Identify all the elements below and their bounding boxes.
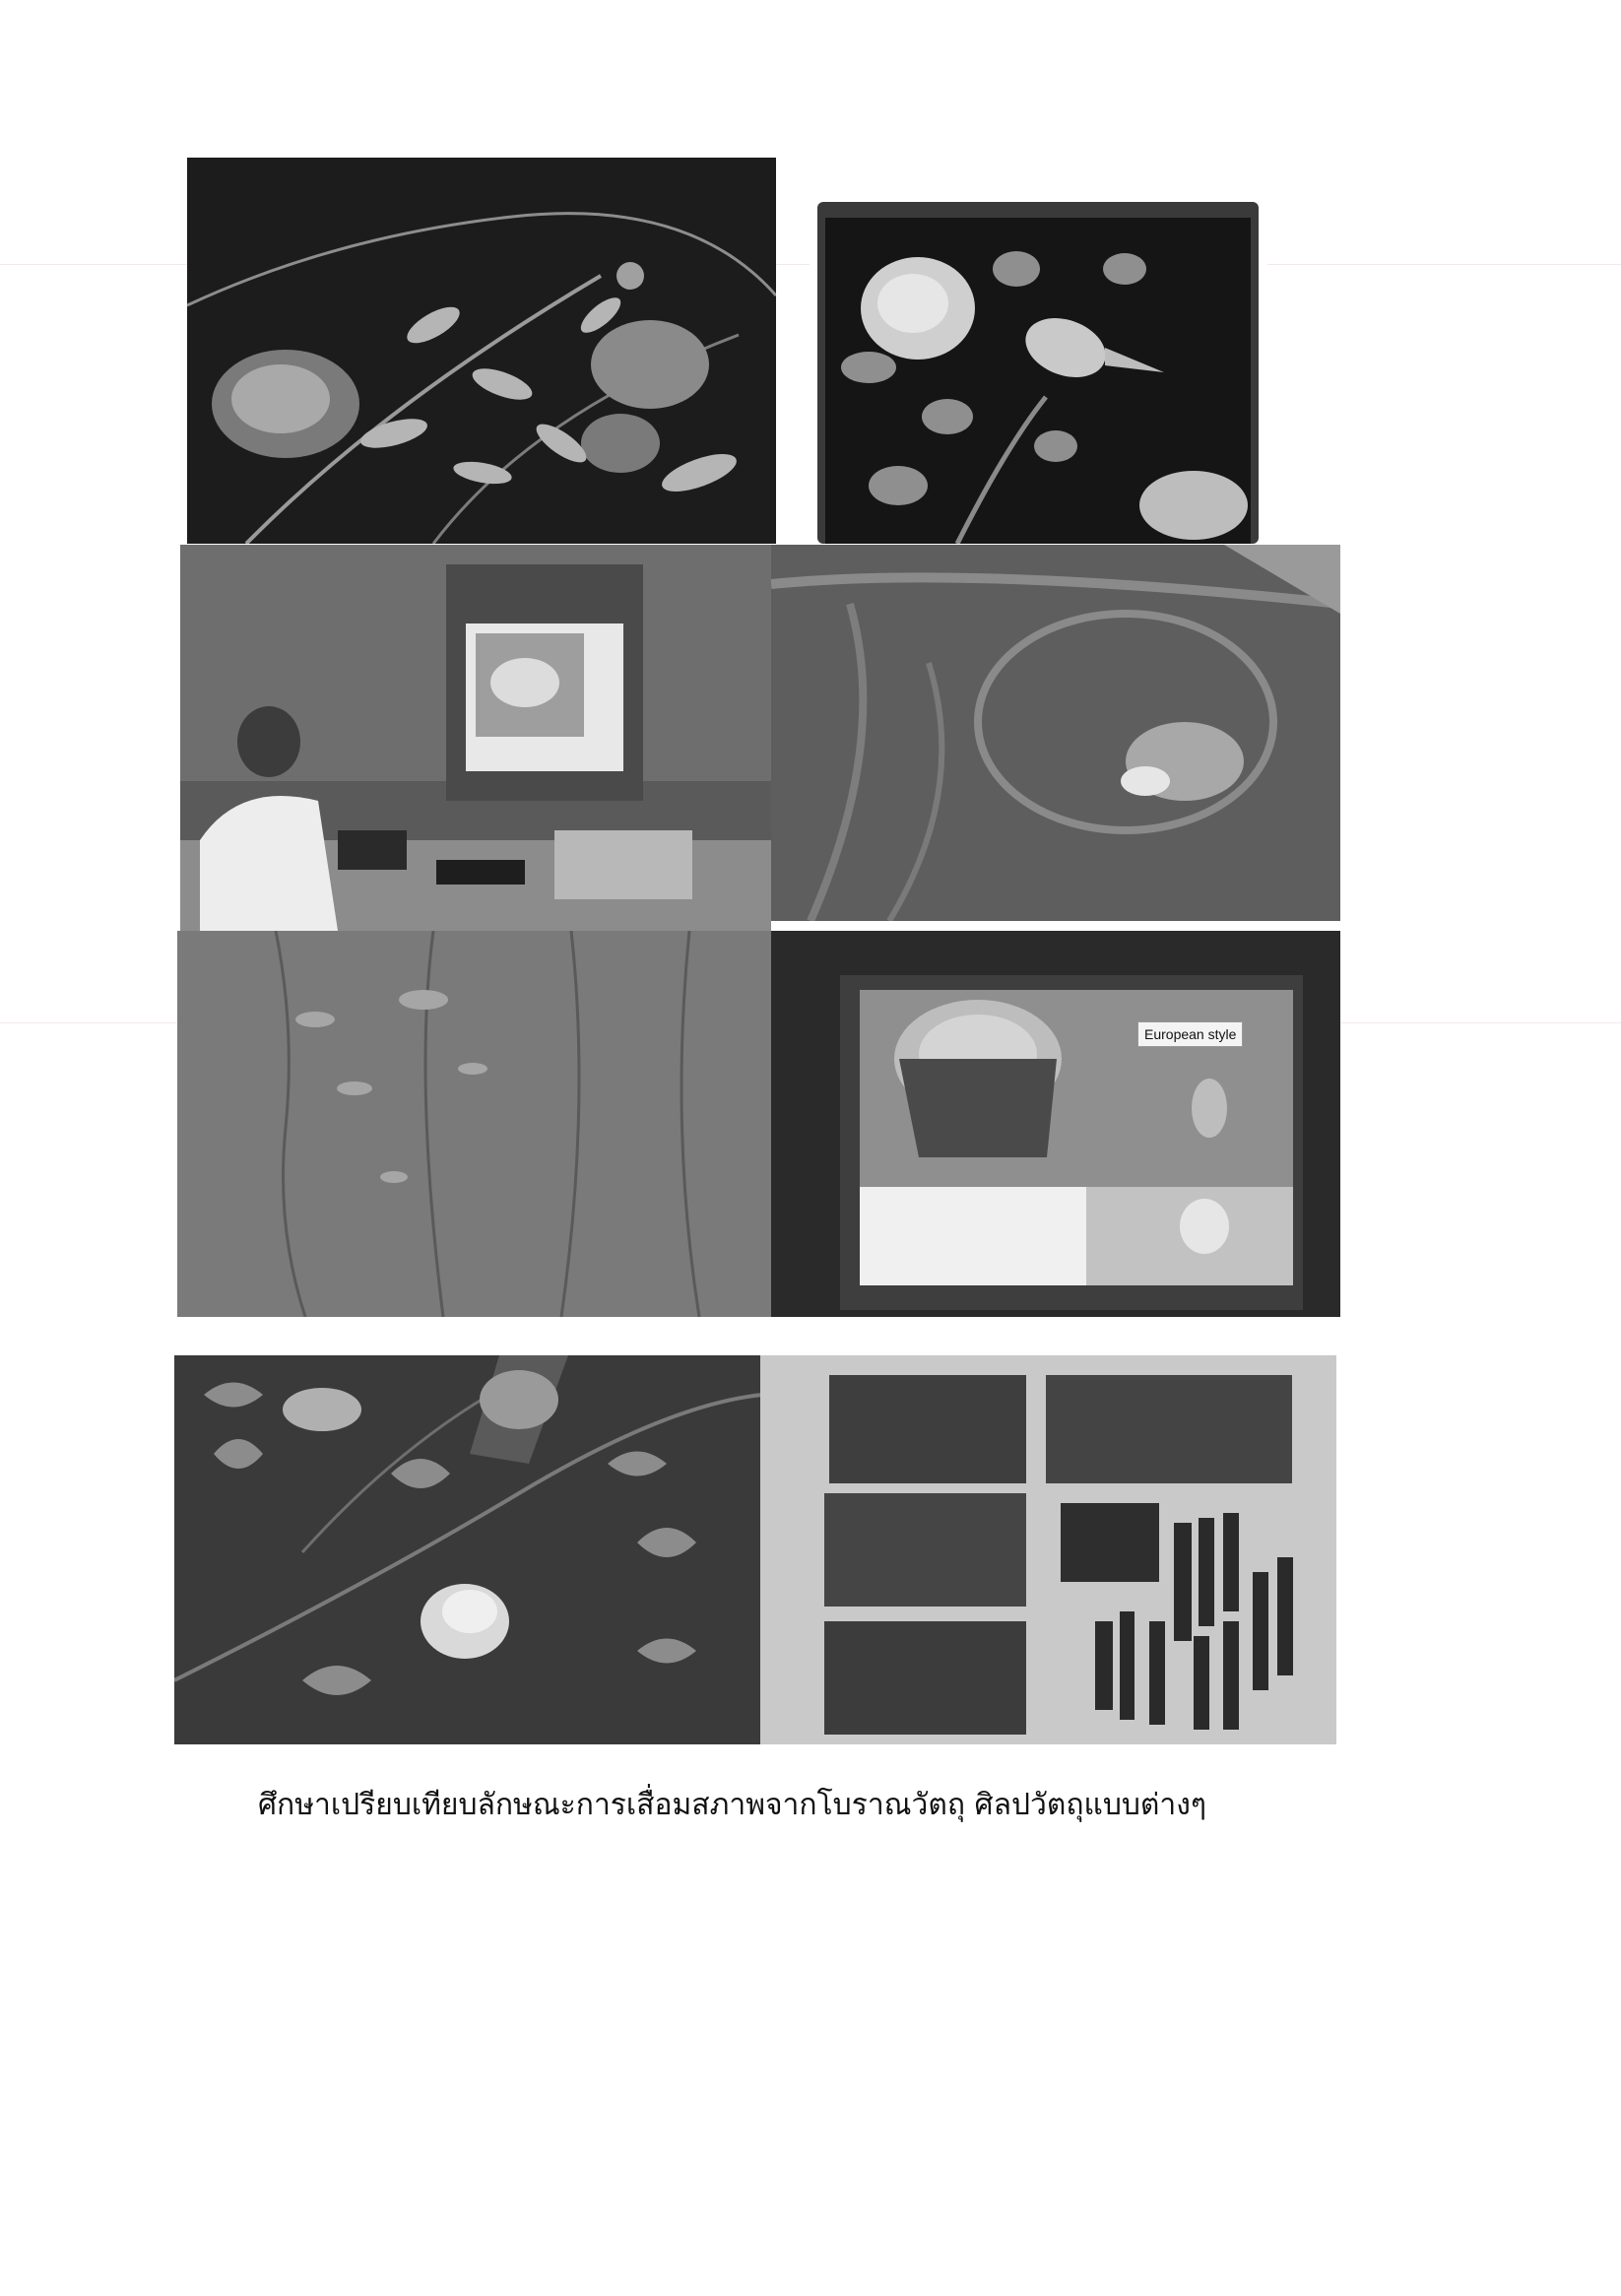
photo-cracked-surface xyxy=(177,931,773,1317)
photo-box-flower-bird xyxy=(810,200,1267,544)
photo-sample-panels xyxy=(760,1355,1336,1744)
photo-inlaid-leaves xyxy=(174,1355,762,1744)
page-caption: ศึกษาเปรียบเทียบลักษณะการเสื่อมสภาพจากโบราณวัตถุ ศิลปวัตถุแบบต่างๆ xyxy=(258,1788,1207,1822)
photo-slide-european-style xyxy=(771,931,1340,1317)
photo-peony-panel xyxy=(187,158,776,544)
slide-label-european-style: European style xyxy=(1137,1021,1243,1047)
photo-presentation-room xyxy=(180,545,771,931)
photo-deteriorated-surface xyxy=(771,545,1340,921)
